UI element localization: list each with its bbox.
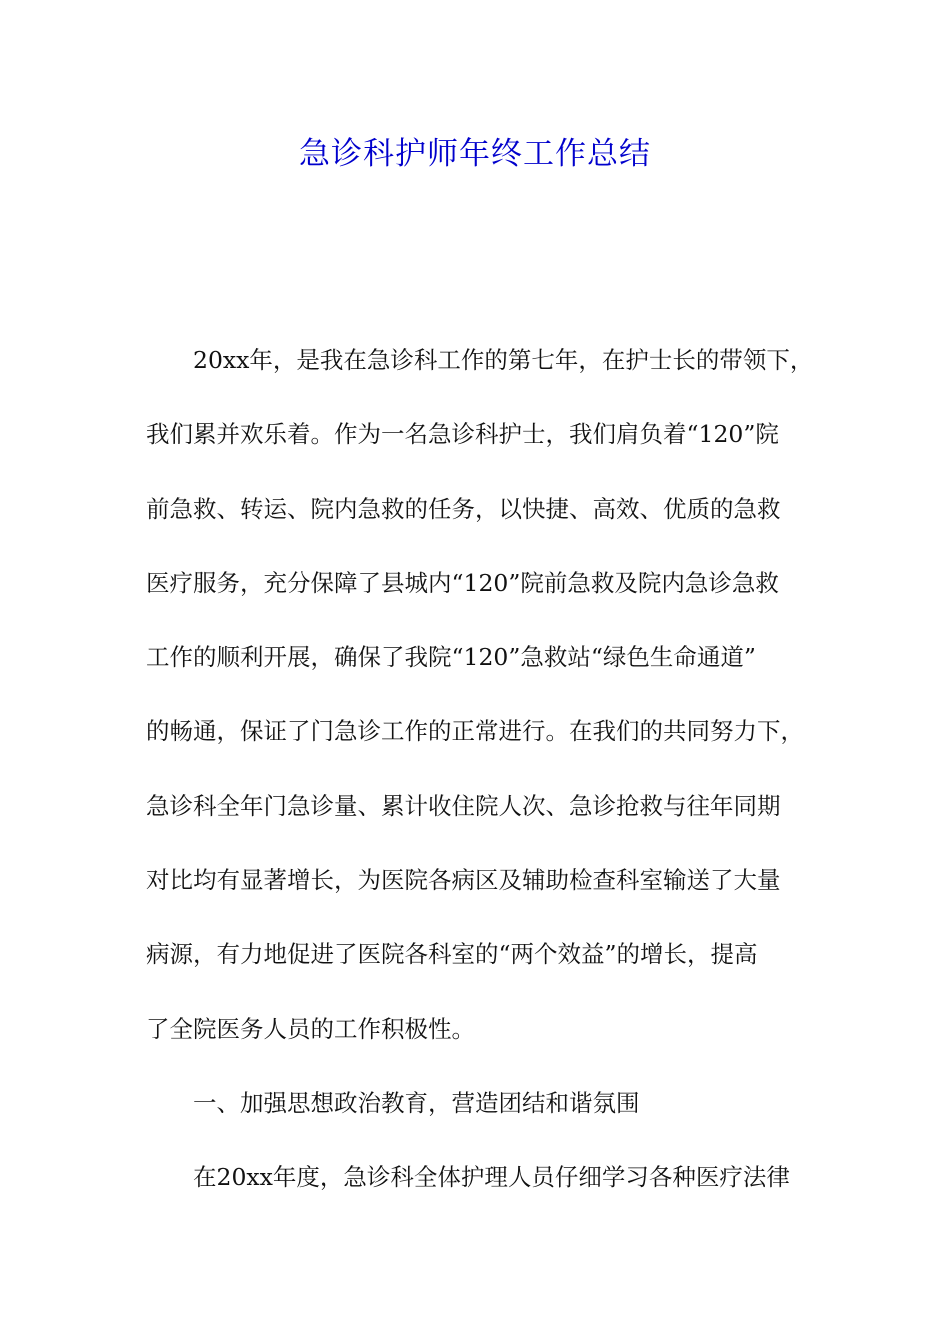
paragraph-line: 在20xx年度，急诊科全体护理人员仔细学习各种医疗法律 xyxy=(193,1163,790,1192)
paragraph-line: 前急救、转运、院内急救的任务，以快捷、高效、优质的急救 xyxy=(146,494,781,523)
paragraph-line: 我们累并欢乐着。作为一名急诊科护士，我们肩负着“120”院 xyxy=(146,420,779,449)
document-body xyxy=(146,336,826,1228)
paragraph-line: 病源，有力地促进了医院各科室的“两个效益”的增长，提高 xyxy=(146,940,758,969)
paragraph-line: 工作的顺利开展，确保了我院“120”急救站“绿色生命通道” xyxy=(146,643,756,672)
paragraph-line: 的畅通，保证了门急诊工作的正常进行。在我们的共同努力下， xyxy=(146,717,804,746)
section-heading: 一、加强思想政治教育，营造团结和谐氛围 xyxy=(193,1088,640,1117)
paragraph-line: 20xx年，是我在急诊科工作的第七年，在护士长的带领下， xyxy=(193,346,814,374)
paragraph-line: 对比均有显著增长，为医院各病区及辅助检查科室输送了大量 xyxy=(146,866,781,895)
paragraph-line: 急诊科全年门急诊量、累计收住院人次、急诊抢救与往年同期 xyxy=(146,791,781,820)
document-title: 急诊科护师年终工作总结 xyxy=(299,136,651,172)
paragraph-line: 了全院医务人员的工作积极性。 xyxy=(146,1014,475,1043)
paragraph-line: 医疗服务，充分保障了县城内“120”院前急救及院内急诊急救 xyxy=(146,568,779,597)
